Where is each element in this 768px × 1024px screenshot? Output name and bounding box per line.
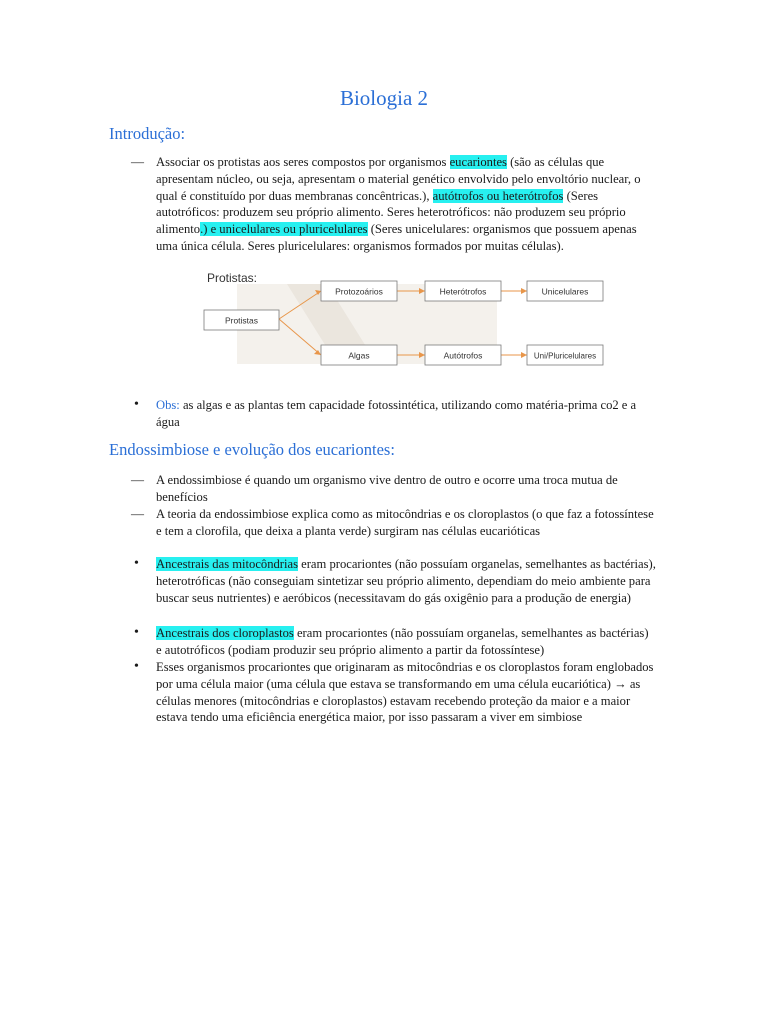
list-item-endo-4	[134, 625, 656, 659]
highlight-ancestrais-mitocondrias: Ancestrais das mitocôndrias	[156, 557, 298, 571]
bullet-marker: •	[134, 397, 139, 412]
intro-text-part2: (são as células que apresentam núcleo, ou seja, apresentam o material genético envolvido pelo envoltório nuclear, o qual é constituído por duas membranas concêntricas.),	[156, 155, 641, 203]
endo-item-3-text: eram procariontes (não possuíam organelas, semelhantes as bactérias), heterotróficas (não conseguiam sintetizar seu próprio alimento, dependiam do meio ambiente para buscar seus nutrientes) e aeróbicos (necessitavam do gás oxigênio para a produção de energia)	[156, 557, 656, 605]
dash-marker: —	[131, 506, 144, 521]
bullet-marker: •	[134, 659, 139, 674]
endo-item-2-text: A teoria da endossimbiose explica como as mitocôndrias e os cloroplastos (o que faz a fotossíntese e tem a clorofila, que deixa a planta verde) surgiram nas células eucarióticas	[156, 507, 654, 538]
highlight-ancestrais-cloroplastos: Ancestrais dos cloroplastos	[156, 626, 294, 640]
protists-diagram-svg	[197, 272, 617, 372]
list-item-endo-2	[131, 506, 656, 540]
node-label-algas: Algas	[348, 350, 370, 361]
protists-diagram	[197, 272, 617, 372]
list-item-intro	[131, 154, 656, 255]
obs-label: Obs:	[156, 398, 180, 412]
dash-marker: —	[131, 154, 144, 169]
node-label-heterotrofos: Heterótrofos	[439, 286, 487, 297]
arrowhead	[521, 288, 527, 294]
intro-text-part3: (Seres autotróficos: produzem seu próprio alimento. Seres heterotróficos: não produzem seu próprio alimento	[156, 188, 626, 237]
node-label-protozoarios: Protozoários	[335, 286, 383, 297]
arrowhead	[521, 352, 527, 358]
list-item-endo-1	[131, 472, 656, 506]
arrow-right-icon: →	[614, 676, 627, 691]
highlight-autotrofos: autótrofos ou heterótrofos	[432, 188, 564, 203]
list-item-endo-3	[134, 556, 656, 606]
node-label-unicelulares: Unicelulares	[541, 286, 589, 297]
highlight-eucariontes: eucariontes	[449, 155, 507, 169]
section-heading-introducao: Introdução:	[109, 124, 186, 143]
endo-item-5-text-a: Esses organismos procariontes que originaram as mitocôndrias e os cloroplastos foram englobados por uma célula maior (uma célula que estava se transformando em uma célula eucariótica)	[156, 660, 654, 691]
node-label-autotrofos: Autótrofos	[443, 350, 483, 361]
bullet-marker: •	[134, 625, 139, 640]
intro-text-part4: (Seres unicelulares: organismos que possuem apenas uma única célula. Seres pluricelulares: organismos formados por muitas células).	[156, 222, 637, 253]
obs-text: as algas e as plantas tem capacidade fotossintética, utilizando como matéria-prima co2 e a água	[156, 398, 637, 429]
intro-text-part1: Associar os protistas aos seres compostos por organismos	[156, 155, 450, 169]
page-title: Biologia 2	[339, 86, 429, 110]
endo-item-5-text-b: as células menores (mitocôndrias e cloroplastos) estavam recebendo proteção da maior e a maior estava tendo uma eficiência energética maior, por isso passaram a viver em simbiose	[156, 676, 641, 725]
bullet-marker: •	[134, 556, 139, 571]
list-item-endo-5	[134, 659, 656, 726]
node-label-protistas: Protistas	[224, 315, 259, 326]
highlight-unicelulares: .) e unicelulares ou pluricelulares	[200, 222, 368, 237]
dash-marker: —	[131, 472, 144, 487]
node-label-pluricelulares: Uni/Pluricelulares	[533, 351, 597, 361]
endo-item-1-text: A endossimbiose é quando um organismo vive dentro de outro e ocorre uma troca mutua de benefícios	[156, 473, 618, 504]
endo-item-4-text: eram procariontes (não possuíam organelas, semelhantes as bactérias) e autotróficos (podiam produzir seu próprio alimento a partir da fotossíntese)	[156, 626, 649, 657]
diagram-caption-fragment: Protistas:	[207, 272, 258, 285]
section-heading-endossimbiose: Endossimbiose e evolução dos eucariontes:	[109, 440, 395, 459]
list-item-obs	[134, 397, 656, 431]
